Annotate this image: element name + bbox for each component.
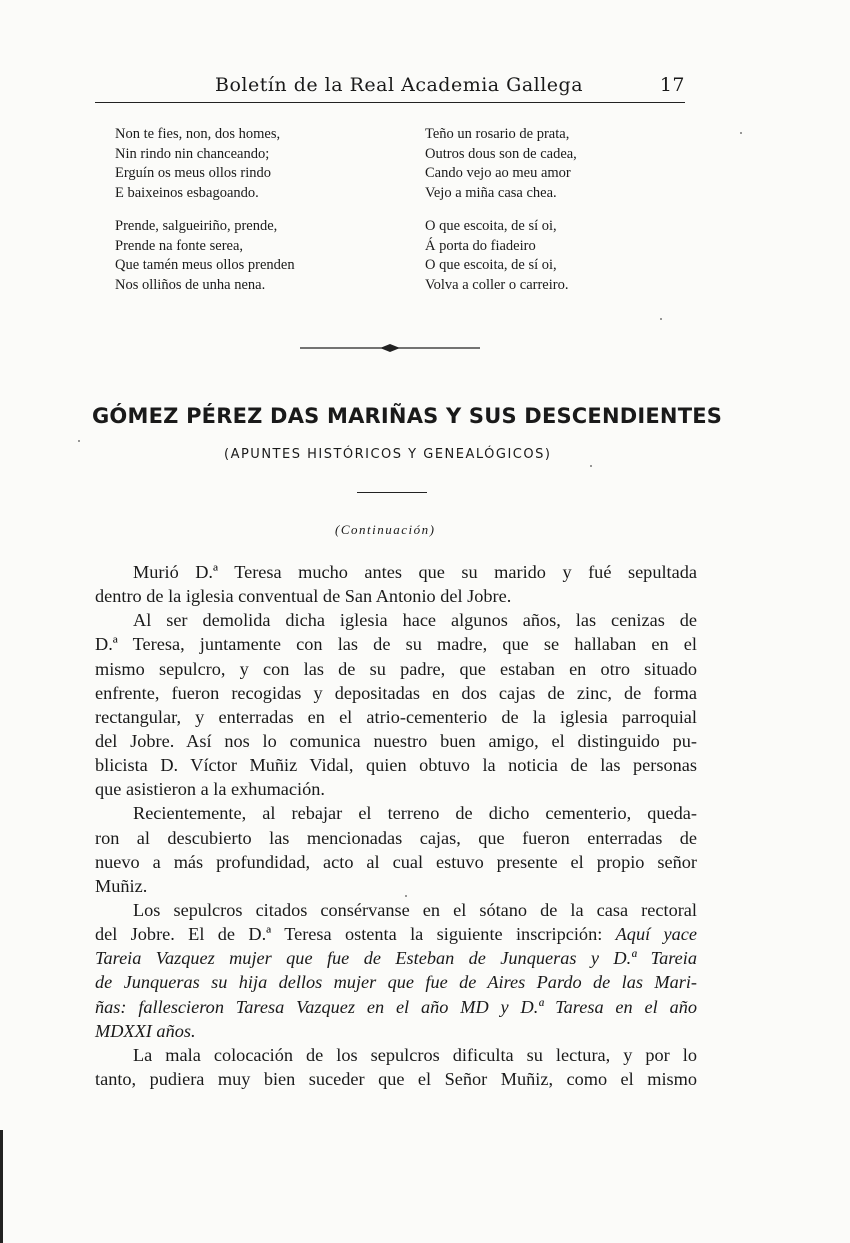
text-line: mismo sepulcro, y con las de su padre, que estaban en otro situado	[95, 658, 697, 679]
scan-speck	[405, 895, 407, 897]
text-line: Al ser demolida dicha iglesia hace algunos años, las cenizas de	[133, 610, 697, 631]
verse-line: Nin rindo nin chanceando;	[115, 145, 270, 162]
stanza-gap	[115, 203, 295, 217]
verse-line: Outros dous son de cadea,	[425, 145, 577, 162]
running-head	[215, 74, 685, 104]
stanza-gap	[425, 203, 577, 217]
scan-speck	[740, 132, 742, 134]
text-line: ron al descubierto las mencionadas cajas, que fueron enterradas de	[95, 827, 697, 848]
page-number: 17	[659, 74, 685, 96]
verse-line: O que escoita, de sí oi,	[425, 257, 557, 273]
verse-line: O que escoita, de sí oi,	[425, 218, 557, 234]
article-subtitle: (APUNTES HISTÓRICOS Y GENEALÓGICOS)	[224, 447, 552, 462]
text-line: dentro de la iglesia conventual de San Antonio del Jobre.	[95, 586, 512, 607]
text-line: Muñiz.	[95, 875, 148, 896]
ornament-divider-icon	[300, 341, 480, 355]
verse-line: E baixeinos esbagoando.	[115, 184, 259, 201]
poem-left-column	[115, 125, 295, 295]
text-line: del Jobre. Así nos lo comunica nuestro buen amigo, el distinguido pu-	[95, 730, 697, 751]
poem-right-column	[425, 125, 577, 295]
inscription-line: Tareia Vazquez mujer que fue de Esteban de Junqueras y D.ª Tareia	[95, 948, 697, 969]
inscription-line: MDXXI años.	[95, 1020, 196, 1041]
verse-line: Prende na fonte serea,	[115, 237, 244, 254]
verse-line: Vejo a miña casa chea.	[425, 184, 557, 201]
scan-speck	[78, 440, 80, 442]
text-line: tanto, pudiera muy bien suceder que el Señor Muñiz, como el mismo	[95, 1068, 697, 1089]
verse-line: Non te fies, non, dos homes,	[115, 126, 281, 142]
scan-edge-mark	[0, 1130, 3, 1243]
short-rule	[357, 492, 427, 493]
verse-line: Cando vejo ao meu amor	[425, 165, 571, 181]
text-line: Murió D.ª Teresa mucho antes que su marido y fué sepultada	[133, 562, 697, 582]
header-rule	[95, 102, 685, 103]
journal-title: Boletín de la Real Academia Gallega	[215, 74, 584, 96]
text-line: enfrente, fueron recogidas y depositadas en dos cajas de zinc, de forma	[95, 682, 697, 703]
inscription-span: Aquí yace	[615, 924, 697, 945]
text-line: nuevo a más profundidad, acto al cual estuvo presente el propio señor	[95, 851, 697, 872]
text-line: Los sepulcros citados consérvanse en el sótano de la casa rectoral	[133, 899, 697, 920]
verse-line: Nos olliños de unha nena.	[115, 276, 266, 293]
text-line: blicista D. Víctor Muñiz Vidal, quien obtuvo la noticia de las personas	[95, 755, 697, 776]
continuation-label: (Continuación)	[335, 522, 436, 537]
scan-speck	[660, 318, 662, 320]
verse-line: Que tamén meus ollos prenden	[115, 257, 295, 273]
article-body	[95, 560, 697, 1091]
verse-line: Teño un rosario de prata,	[425, 126, 570, 142]
text-line: Recientemente, al rebajar el terreno de dicho cementerio, queda-	[133, 803, 697, 824]
verse-line: Á porta do fiadeiro	[425, 237, 536, 254]
text-line: que asistieron a la exhumación.	[95, 779, 325, 800]
text-line	[95, 922, 697, 946]
inscription-line: de Junqueras su hija dellos mujer que fue de Aires Pardo de las Mari-	[95, 972, 697, 993]
text-span: del Jobre. El de D.ª Teresa ostenta la siguiente inscripción:	[95, 924, 603, 945]
scan-speck	[590, 465, 592, 467]
text-line: rectangular, y enterradas en el atrio-cementerio de la iglesia parroquial	[95, 706, 697, 727]
verse-line: Prende, salgueiriño, prende,	[115, 218, 278, 234]
text-line: La mala colocación de los sepulcros dificulta su lectura, y por lo	[133, 1044, 697, 1065]
text-line: D.ª Teresa, juntamente con las de su madre, que se hallaban en el	[95, 634, 697, 655]
inscription-line: ñas: fallescieron Taresa Vazquez en el año MD y D.ª Taresa en el año	[95, 996, 697, 1017]
verse-line: Erguín os meus ollos rindo	[115, 165, 272, 181]
verse-line: Volva a coller o carreiro.	[425, 276, 569, 293]
article-title: GÓMEZ PÉREZ DAS MARIÑAS Y SUS DESCENDIENTES	[92, 404, 723, 428]
